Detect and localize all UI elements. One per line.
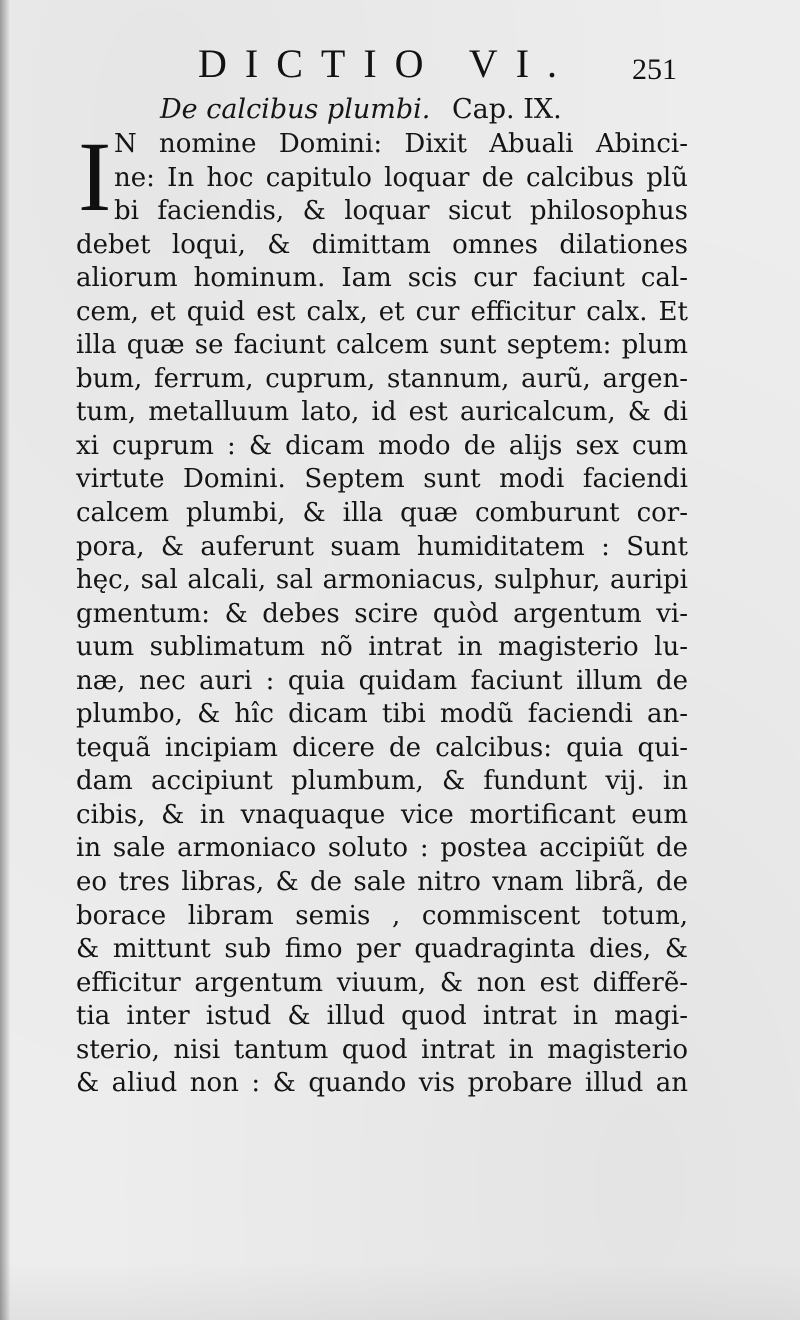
text-line-19: tequã incipiam dicere de calcibus: quia qui- <box>76 732 688 763</box>
text-line-24: borace libram semis , commiscent totum, <box>76 900 688 931</box>
running-head: DICTIO VI. <box>198 41 576 86</box>
text-line-11: virtute Domini. Septem sunt modi faciendi <box>76 464 688 495</box>
text-line-4: debet loqui, & dimittam omnes dilationes <box>76 229 688 260</box>
text-line-29: & aliud non : & quando vis probare illud an <box>76 1068 688 1099</box>
text-line-15: gmentum: & debes scire quòd argentum vi- <box>76 598 688 629</box>
text-line-10: xi cuprum : & dicam modo de alijs sex cum <box>76 430 688 461</box>
text-line-28: sterio, nisi tantum quod intrat in magisterio <box>76 1034 688 1065</box>
text-line-2: ne: In hoc capitulo loquar de calcibus plũ <box>114 162 688 193</box>
text-line-12: calcem plumbi, & illa quæ comburunt cor- <box>76 498 688 529</box>
text-line-8: bum, ferrum, cuprum, stannum, aurũ, argen- <box>76 363 688 394</box>
text-line-1: N nomine Domini: Dixit Abuali Abinci- <box>114 129 688 159</box>
text-line-21: cibis, & in vnaquaque vice mortificant eum <box>76 799 688 830</box>
body-text <box>76 121 688 1101</box>
text-line-3: bi faciendis, & loquar sicut philosophus <box>114 196 688 227</box>
text-line-26: efficitur argentum viuum, & non est differẽ- <box>76 967 688 998</box>
text-line-20: dam accipiunt plumbum, & fundunt vij. in <box>76 766 688 797</box>
chapter-title: De calcibus plumbi. <box>160 94 431 125</box>
text-line-13: pora, & auferunt suam humiditatem : Sunt <box>76 531 688 562</box>
page-number: 251 <box>632 53 677 86</box>
text-line-17: næ, nec auri : quia quidam faciunt illum de <box>76 665 688 696</box>
text-line-25: & mittunt sub fimo per quadraginta dies, & <box>76 934 688 965</box>
text-line-7: illa quæ se faciunt calcem sunt septem: plum <box>76 330 688 361</box>
page-bottom-shade <box>0 1260 800 1320</box>
text-line-23: eo tres libras, & de sale nitro vnam librã, de <box>76 867 688 898</box>
text-line-5: aliorum hominum. Iam scis cur faciunt cal- <box>76 263 688 294</box>
text-line-16: uum sublimatum nõ intrat in magisterio lu- <box>76 632 688 663</box>
drop-cap: I <box>78 121 112 232</box>
text-line-22: in sale armoniaco soluto : postea accipiũt de <box>76 833 688 864</box>
text-line-27: tia inter istud & illud quod intrat in magi- <box>76 1001 688 1032</box>
text-line-6: cem, et quid est calx, et cur efficitur calx. Et <box>76 296 688 327</box>
text-line-14: hęc, sal alcali, sal armoniacus, sulphur, auripi <box>76 565 688 596</box>
text-line-18: plumbo, & hîc dicam tibi modũ faciendi an- <box>76 699 688 730</box>
text-line-9: tum, metalluum lato, id est auricalcum, & di <box>76 397 688 428</box>
page-gutter-shadow <box>0 0 10 1320</box>
chapter-label: Cap. IX. <box>452 94 562 125</box>
